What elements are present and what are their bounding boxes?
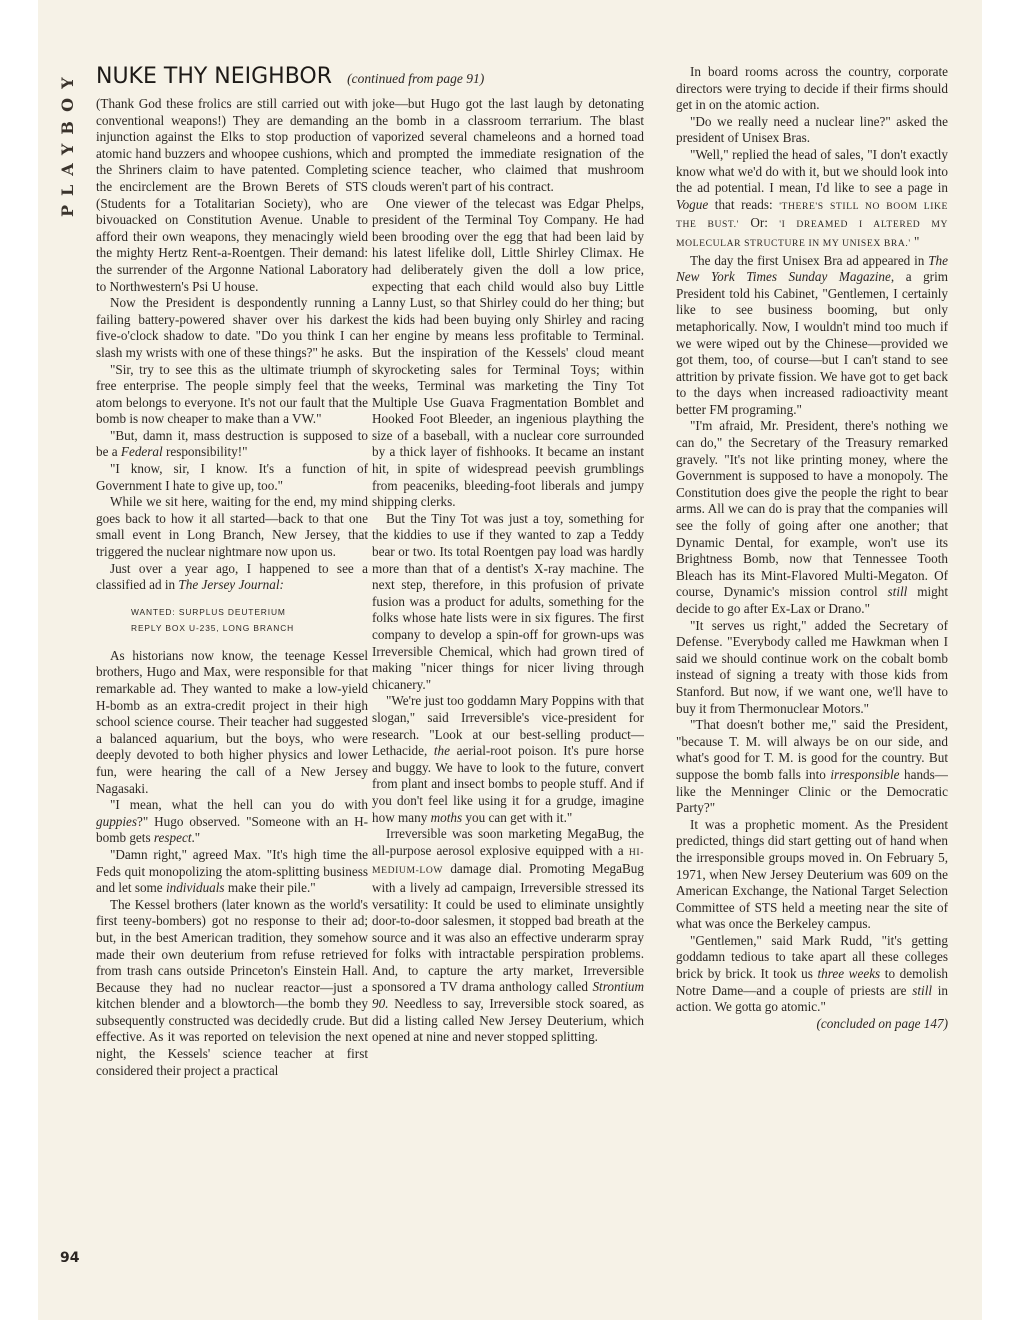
paragraph: "Do we really need a nuclear line?" asked the president of Unisex Bras. [676, 113, 948, 146]
paragraph: "Gentlemen," said Mark Rudd, "it's getting goddamn tedious to take apart all these colleges brick by brick. It took us three weeks to demolish Notre Dame—and a couple of priests are still in action. We gotta go atomic." [676, 932, 948, 1015]
paragraph: The Kessel brothers (later known as the world's first teeny-bombers) got no response to their ad; but, in the best American tradition, they somehow made their own deuterium from refuse retrieved from trash cans outside Princeton's Einstein Hall. Because they had no nuclear reactor—just a kitchen blender and a blowtorch—the bomb they subsequently constructed was decidedly crude. But effective. As it was reported on television the next night, the Kessels' science teacher at first considered their project a practical [96, 896, 368, 1078]
paragraph: But the Tiny Tot was just a toy, something for the kiddies to use if they wanted to zap a Teddy bear or two. Its total Roentgen pay load was hardly more than that of a dentist's X-ray machine. The next step, therefore, in this profusion of private fusion was a product for adults, something for the folks whose hate lists were in six figures. The first company to develop a spin-off for grown-ups was Irreversible Chemical, which had grown tired of making "nicer things for nicer living through chicanery." [372, 510, 644, 692]
column-2 [372, 96, 644, 1266]
classified-ad-line: WANTED: SURPLUS DEUTERIUM [131, 606, 286, 617]
article-title: NUKE THY NEIGHBOR [96, 64, 333, 89]
paragraph: joke—but Hugo got the last laugh by detonating the bomb in a classroom terrarium. The blast vaporized several chameleons and a horned toad and prompted the immediate resignation of the science teacher, who claimed that mushroom clouds weren't part of his contract. [372, 96, 644, 194]
concluded-on-note: (concluded on page 147) [816, 1015, 948, 1031]
paragraph: Now the President is despondently running a failing battery-powered shaver over his darkest five-o'clock shadow to date. "Do you think I can slash my wrists with one of these things?" he asks. [96, 295, 368, 360]
column-3 [676, 64, 948, 1268]
paragraph: While we sit here, waiting for the end, my mind goes back to how it all started—back to that one small event in Long Branch, New Jersey, that triggered the nuclear nightmare now upon us. [96, 494, 368, 560]
magazine-label: PLAYBOY [58, 68, 77, 218]
paragraph: "Well," replied the head of sales, "I don't exactly know what we'd do with it, but we should look into the ad potential. I mean, I'd like to see a page in Vogue that reads: 'THERE'S STILL NO BOOM LIKE THE BUST.' Or: 'I DREAMED I ALTERED MY MOLECULAR STRUCTURE IN MY UNISEX BRA.' " [676, 146, 948, 249]
continued-from-note: (continued from page 91) [347, 71, 485, 86]
paragraph: "But, damn it, mass destruction is supposed to be a Federal responsibility!" [96, 427, 368, 460]
headline [96, 64, 484, 94]
paragraph: "I mean, what the hell can you do with guppies?" Hugo observed. "Someone with an H-bomb gets respect." [96, 797, 368, 846]
classified-ad-line: REPLY BOX U-235, LONG BRANCH [131, 622, 295, 633]
paragraph: "I'm afraid, Mr. President, there's nothing we can do," the Secretary of the Treasury remarked gravely. "It's not like printing money, where the Government is supposed to have a monopoly. The Constitution does give the people the right to bear arms. All we can do is pray that the companies will see the folly of going after one another; that Dynamic Dental, for example, won't use its Brightness Bomb, now that Tennessee Tooth Bleach has its Mint-Flavored Multi-Megaton. Of course, Dynamic's mission control still might decide to go after Ex-Lax or Drano." [676, 418, 948, 616]
paragraph: It was a prophetic moment. As the President predicted, things did start getting out of hand when the irresponsible groups moved in. On February 5, 1971, when New Jersey Deuterium was 609 on the American Exchange, the National Target Selection Committee of STS held a meeting near the site of what was once the Berkeley campus. [676, 816, 948, 932]
paragraph: As historians now know, the teenage Kessel brothers, Hugo and Max, were responsible for that remarkable ad. They wanted to make a low-yield H-bomb as an extra-credit project in their high school science course. Their teacher had suggested a balanced aquarium, but the boys, who were deeply devoted to both higher physics and lower fun, were hearing the call of a New Jersey Nagasaki. [96, 647, 368, 796]
paragraph: One viewer of the telecast was Edgar Phelps, president of the Terminal Toy Company. He had been brooding over the egg that had been laid by his latest lifelike doll, Little Shirley Climax. He had deliberately given the doll a low price, expecting that each child would also buy Little Lanny Lust, so that Shirley could do her thing; but the kids had been buying only Shirley and racing her engine by means less profitable to Terminal. But the inspiration of the Kessels' cloud meant skyrocketing sales for Terminal Toys; within weeks, Terminal was marketing the Tiny Tot Multiple Use Guava Fragmentation Bomblet and Hooked Foot Bleeder, an ingenious plaything the size of a baseball, with a nuclear core surrounded by a thick layer of fishhooks. It became an instant hit, in spite of widespread peevish grumblings from peaceniks, bleeding-foot liberals and jumpy shipping clerks. [372, 195, 644, 510]
paragraph: "It serves us right," added the Secretary of Defense. "Everybody called me Hawkman when I said we should continue work on the cobalt bomb instead of signing a treaty with those kids from Stanford. But now, if we want one, we'll have to buy it from Thermonuclear Motors." [676, 617, 948, 716]
page-number: 94 [60, 1250, 80, 1266]
classified-ad [96, 604, 368, 636]
paragraph: The day the first Unisex Bra ad appeared in The New York Times Sunday Magazine, a grim President told his Cabinet, "Gentlemen, I certainly like to see business booming, but only metaphorically. Now, I wouldn't mind too much if we were wiped out by the Chinese—provided we got them, too, of course—but I can't stand to see attrition by private fission. We have got to get back to the days when increased radioactivity meant better FM programing." [676, 252, 948, 417]
paragraph: (Thank God these frolics are still carried out with conventional weapons!) They are demanding an injunction against the Elks to stop production of atomic hand buzzers and whoopee cushions, which the Shriners claim to have patented. Completing the encirclement are the Brown Berets of STS (Students for a Totalitarian Society), who are bivouacked on Constitution Avenue. Unable to afford their own weapons, they menacingly wield the mighty Hertz Rent-a-Roentgen. Their demand: the surrender of the Argonne National Laboratory to Northwestern's Psi U house. [96, 96, 368, 294]
paragraph: In board rooms across the country, corporate directors were trying to decide if their firms should get in on the atomic action. [676, 64, 948, 113]
paragraph: "I know, sir, I know. It's a function of Government I hate to give up, too." [96, 461, 368, 493]
paragraph: "Damn right," agreed Max. "It's high time the Feds quit monopolizing the atom-splitting business and let some individuals make their pile." [96, 846, 368, 896]
paragraph: "Sir, try to see this as the ultimate triumph of free enterprise. The people simply feel that the atom belongs to everyone. It's not our fault that the bomb is now cheaper to make than a VW." [96, 361, 368, 427]
paragraph: Irreversible was soon marketing MegaBug, the all-purpose aerosol explosive equipped with a HI-MEDIUM-LOW damage dial. Promoting MegaBug with a lively ad campaign, Irreversible stressed its versatility: It could be used to eliminate unsightly door-to-door salesmen, it stopped bad breath at the source and it was also an effective underarm spray for folks with intractable perspiration problems. And, to capture the arty market, Irreversible sponsored a TV drama anthology called Strontium 90. Needless to say, Irreversible stock soared, as did a listing called New Jersey Deuterium, which opened at nine and never stopped splitting. [372, 826, 644, 1045]
paragraph: Just over a year ago, I happened to see a classified ad in The Jersey Journal: [96, 560, 368, 593]
column-1 [96, 96, 368, 1266]
paragraph: "We're just too goddamn Mary Poppins with that slogan," said Irreversible's vice-president for research. "Look at our best-selling product—Lethacide, the aerial-root poison. It's pure horse and buggy. We have to look to the future, convert from plant and insect bombs to people stuff. And if you don't feel like using it for a grudge, imagine how many moths you can get with it." [372, 693, 644, 825]
paragraph: "That doesn't bother me," said the President, "because T. M. will always be on our side, and what's good for T. M. is good for the country. But suppose the bomb falls into irresponsible hands—like the Menninger Clinic or the Democratic Party?" [676, 717, 948, 816]
